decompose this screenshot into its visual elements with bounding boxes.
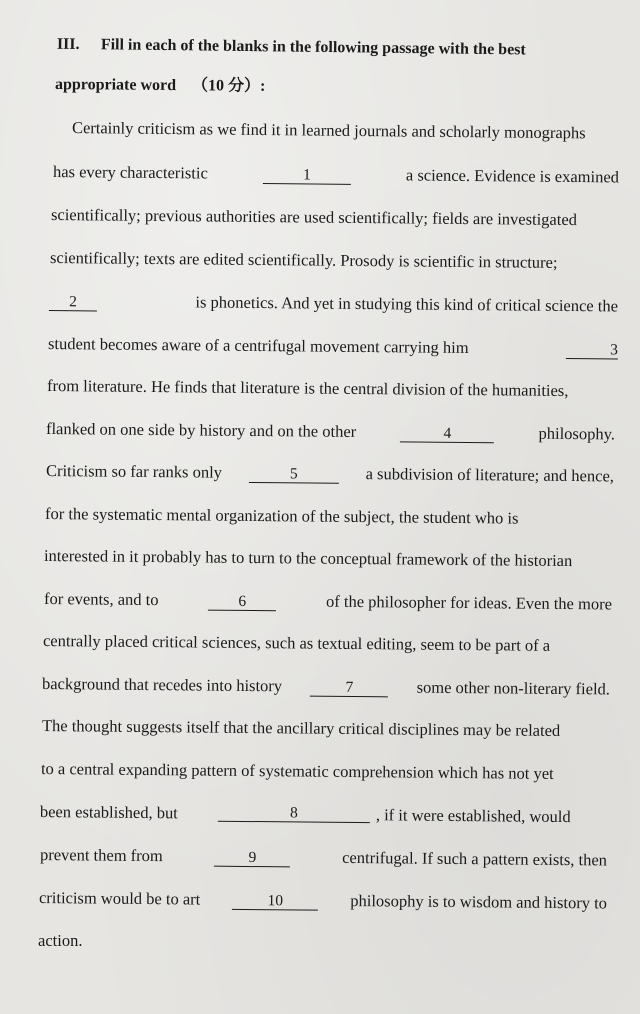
passage-line: been established, but 8 , if it were established, would xyxy=(39,802,571,827)
passage-line: to a central expanding pattern of systematic comprehension which has not yet xyxy=(40,759,554,783)
blank-7[interactable]: 7 xyxy=(310,679,388,698)
blank-1[interactable]: 1 xyxy=(263,166,351,185)
passage-line: flanked on one side by history and on the other 4 philosophy. xyxy=(45,419,616,444)
passage-line: for the systematic mental organization of the subject, the student who is xyxy=(44,504,519,528)
passage-line: from literature. He finds that literature is the central division of the humanities, xyxy=(46,376,569,401)
passage-line: criticism would be to art 10 philosophy is to wisdom and history to xyxy=(38,888,608,913)
blank-4[interactable]: 4 xyxy=(400,424,494,443)
passage-line: Criticism so far ranks only 5 a subdivision of literature; and hence, xyxy=(45,461,615,486)
passage-line: 2 is phonetics. And yet in studying this kind of critical science the xyxy=(49,291,618,316)
section-number: III. xyxy=(56,35,80,53)
passage-line: The thought suggests itself that the ancillary critical disciplines may be related xyxy=(41,716,561,740)
passage-line: interested in it probably has to turn to the conceptual framework of the historian xyxy=(43,546,573,571)
passage-line: for events, and to 6 of the philosopher for ideas. Even the more xyxy=(43,589,613,614)
points-label: （10 分）: xyxy=(191,77,266,95)
blank-9[interactable]: 9 xyxy=(214,849,290,868)
passage-line: has every characteristic 1 a science. Evidence is examined xyxy=(52,162,620,187)
instruction-text: Fill in each of the blanks in the following passage with the best xyxy=(100,36,526,59)
passage-line: Certainly criticism as we find it in learned journals and scholarly monographs xyxy=(71,118,586,143)
passage-line: background that recedes into history 7 some other non-literary field. xyxy=(41,674,611,699)
blank-8[interactable]: 8 xyxy=(218,804,370,823)
blank-3[interactable]: 3 xyxy=(566,341,618,359)
passage-line: scientifically; previous authorities are used scientifically; fields are investigated xyxy=(50,205,578,230)
passage-line: prevent them from 9 centrifugal. If such a pattern exists, then xyxy=(39,845,608,870)
passage-line: centrally placed critical sciences, such as textual editing, seem to be part of a xyxy=(42,631,551,655)
section-heading-cont xyxy=(55,75,266,97)
passage-line: action. xyxy=(38,931,83,950)
passage-line: scientifically; texts are edited scientifically. Prosody is scientific in structure; xyxy=(49,248,558,272)
blank-2[interactable]: 2 xyxy=(49,293,97,311)
instruction-text-cont: appropriate word xyxy=(54,76,177,95)
blank-6[interactable]: 6 xyxy=(208,593,276,612)
passage-line: student becomes aware of a centrifugal movement carrying him 3 xyxy=(47,334,619,359)
blank-10[interactable]: 10 xyxy=(232,892,318,911)
blank-5[interactable]: 5 xyxy=(249,465,339,484)
